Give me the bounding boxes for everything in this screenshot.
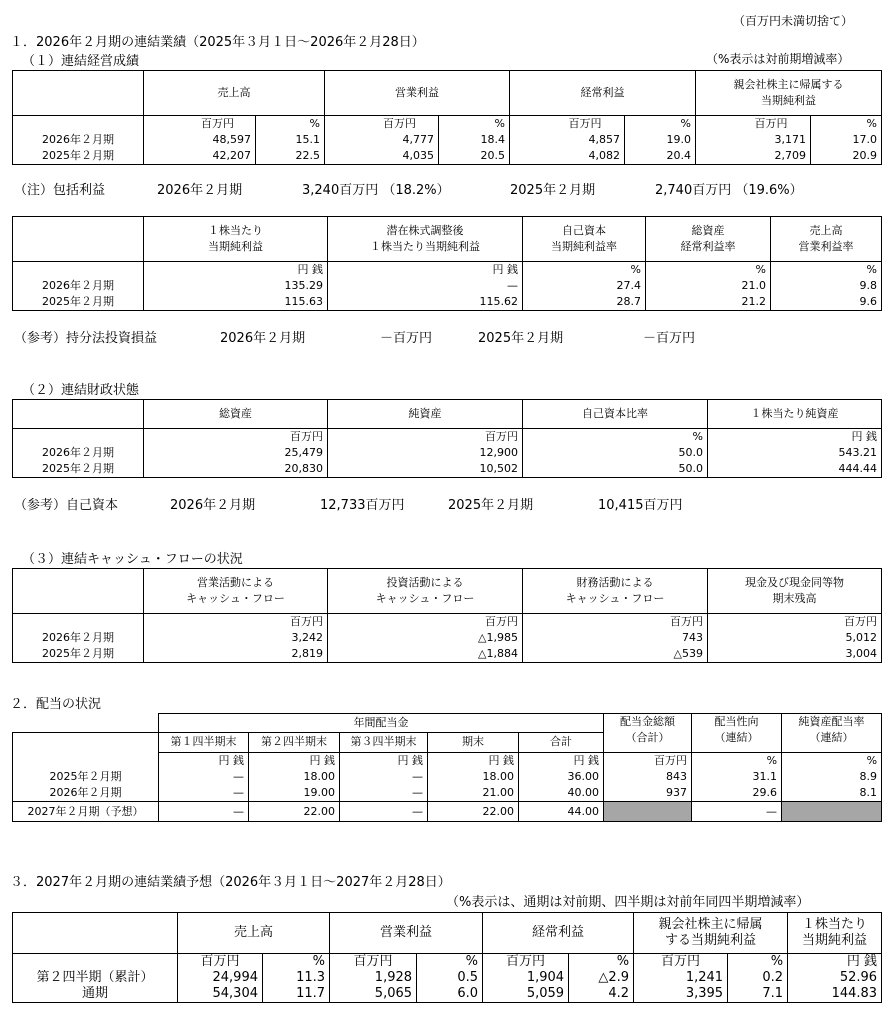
value-cell: 19.0 (625, 132, 696, 148)
unit-cell: 百万円 (178, 954, 263, 971)
unit-cell: 百万円 (144, 429, 328, 446)
section1-1-title: （１）連結経営成績 (22, 54, 140, 69)
row-label: 2026年２月期 (13, 445, 144, 461)
row-label: 2025年２月期 (13, 148, 144, 165)
value-cell: △2.9 (569, 970, 634, 986)
unit-cell: 百万円 (328, 429, 523, 446)
header-roa: 総資産 経常利益率 (646, 217, 771, 262)
value-cell: 52.96 (788, 970, 882, 986)
header-diluted-eps: 潜在株式調整後 １株当たり当期純利益 (328, 217, 523, 262)
row-label: 第２四半期（累計） (13, 970, 178, 986)
operating-results-table (12, 70, 882, 165)
value-cell: 3,004 (708, 646, 882, 663)
forecast-table (12, 912, 882, 1003)
unit-cell: 百万円 (330, 954, 417, 971)
value-cell: 3,171 (696, 132, 811, 148)
value-cell: 9.8 (771, 278, 882, 294)
value-cell: 29.6 (692, 785, 782, 802)
value-cell: 24,994 (178, 970, 263, 986)
value-cell: 12,900 (328, 445, 523, 461)
value-cell: 444.44 (708, 461, 882, 478)
unit-cell: 円 銭 (519, 753, 604, 770)
header-cash-balance: 現金及び現金同等物 期末残高 (708, 569, 882, 614)
value-cell: 17.0 (811, 132, 882, 148)
unit-cell: % (771, 262, 882, 279)
header-ordinary-profit: 経常利益 (510, 71, 696, 116)
value-cell: — (328, 278, 523, 294)
unit-cell: % (263, 954, 330, 971)
header-total-assets: 総資産 (144, 400, 328, 429)
unit-cell: 円 銭 (708, 429, 882, 446)
value-cell: 19.00 (249, 785, 340, 802)
value-cell: 25,479 (144, 445, 328, 461)
header-equity-ratio: 自己資本比率 (523, 400, 708, 429)
value-cell: 22.5 (256, 148, 325, 165)
value-cell: △539 (523, 646, 708, 663)
header-annual-dividend: 年間配当金 (159, 714, 604, 733)
cash-flow-table (12, 568, 882, 663)
unit-cell: 円 銭 (428, 753, 519, 770)
value-cell: 42,207 (144, 148, 256, 165)
row-label: 2026年２月期 (13, 278, 144, 294)
unit-cell: % (625, 116, 696, 133)
value-cell: — (340, 785, 428, 802)
header-ordinary-profit: 経常利益 (483, 913, 634, 954)
value-cell: 20.5 (439, 148, 510, 165)
value-cell: 0.5 (417, 970, 483, 986)
unit-cell: % (782, 753, 882, 770)
header-bps: １株当たり純資産 (708, 400, 882, 429)
unit-cell: 円 銭 (788, 954, 882, 971)
header-q2: 第２四半期末 (249, 732, 340, 753)
value-cell: 4,777 (325, 132, 439, 148)
row-label: 2025年２月期 (13, 294, 144, 311)
section1-1-note: （%表示は対前期増減率） (706, 52, 850, 66)
value-cell: 2,819 (144, 646, 328, 663)
dividends-table (12, 713, 882, 822)
comprehensive-income-period2: 2025年２月期 (510, 183, 596, 198)
equity-method-value2: －百万円 (643, 331, 696, 346)
unit-cell: 百万円 (325, 116, 439, 133)
comprehensive-income-label: （注）包括利益 (14, 183, 106, 198)
unit-cell: 百万円 (604, 753, 692, 770)
financial-position-table (12, 399, 882, 478)
value-cell: — (340, 769, 428, 785)
value-cell: 0.2 (728, 970, 788, 986)
equity-ref-label: （参考）自己資本 (14, 498, 119, 513)
header-sales: 売上高 (178, 913, 330, 954)
value-cell: 10,502 (328, 461, 523, 478)
header-roe: 自己資本 当期純利益率 (523, 217, 646, 262)
shaded-cell (782, 802, 882, 822)
value-cell: 3,242 (144, 630, 328, 646)
value-cell: — (692, 802, 782, 822)
value-cell: — (159, 785, 249, 802)
equity-method-period1: 2026年２月期 (220, 331, 306, 346)
value-cell: 36.00 (519, 769, 604, 785)
value-cell: 54,304 (178, 986, 263, 1003)
unit-cell: % (811, 116, 882, 133)
header-sales: 売上高 (144, 71, 325, 116)
value-cell: 21.2 (646, 294, 771, 311)
unit-cell: 円 銭 (328, 262, 523, 279)
row-label: 2025年２月期 (13, 646, 144, 663)
unit-cell: 百万円 (708, 614, 882, 631)
value-cell: 5,059 (483, 986, 569, 1003)
unit-cell: % (692, 753, 782, 770)
header-operating-margin: 売上高 営業利益率 (771, 217, 882, 262)
value-cell: 50.0 (523, 445, 708, 461)
value-cell: 15.1 (256, 132, 325, 148)
section1-3-title: （３）連結キャッシュ・フローの状況 (22, 552, 243, 567)
value-cell: 50.0 (523, 461, 708, 478)
header-eps: １株当たり 当期純利益 (788, 913, 882, 954)
shaded-cell (604, 802, 692, 822)
value-cell: — (159, 769, 249, 785)
value-cell: 3,395 (634, 986, 728, 1003)
value-cell: 743 (523, 630, 708, 646)
header-eps: １株当たり 当期純利益 (144, 217, 328, 262)
unit-cell: % (523, 262, 646, 279)
section1-title: １．2026年２月期の連結業績（2025年３月１日～2026年２月28日） (10, 35, 425, 50)
header-doe: 純資産配当率 （連結） (782, 714, 882, 753)
header-net-income: 親会社株主に帰属 する当期純利益 (634, 913, 788, 954)
value-cell: 2,709 (696, 148, 811, 165)
header-q1: 第１四半期末 (159, 732, 249, 753)
header-investing-cf: 投資活動による キャッシュ・フロー (328, 569, 523, 614)
value-cell: 20.9 (811, 148, 882, 165)
value-cell: 8.1 (782, 785, 882, 802)
value-cell: 27.4 (523, 278, 646, 294)
value-cell: 18.4 (439, 132, 510, 148)
unit-cell: % (256, 116, 325, 133)
value-cell: 4,082 (510, 148, 625, 165)
value-cell: 28.7 (523, 294, 646, 311)
unit-cell: 百万円 (483, 954, 569, 971)
comprehensive-income-value2: 2,740百万円 （19.6%） (655, 183, 803, 198)
unit-cell: % (646, 262, 771, 279)
header-operating-profit: 営業利益 (325, 71, 510, 116)
value-cell: — (340, 802, 428, 822)
unit-cell: % (569, 954, 634, 971)
equity-ref-value1: 12,733百万円 (320, 498, 405, 513)
value-cell: 115.63 (144, 294, 328, 311)
unit-cell: % (439, 116, 510, 133)
value-cell: 20.4 (625, 148, 696, 165)
value-cell: 8.9 (782, 769, 882, 785)
value-cell: 20,830 (144, 461, 328, 478)
header-total: 合計 (519, 732, 604, 753)
value-cell: 4.2 (569, 986, 634, 1003)
unit-cell: 百万円 (696, 116, 811, 133)
unit-cell: % (417, 954, 483, 971)
unit-cell: 円 銭 (159, 753, 249, 770)
value-cell: 1,904 (483, 970, 569, 986)
value-cell: 115.62 (328, 294, 523, 311)
header-q3: 第３四半期末 (340, 732, 428, 753)
value-cell: 31.1 (692, 769, 782, 785)
header-financing-cf: 財務活動による キャッシュ・フロー (523, 569, 708, 614)
row-label: 2025年２月期 (13, 769, 159, 785)
equity-ref-period2: 2025年２月期 (448, 498, 534, 513)
row-label: 2026年２月期 (13, 630, 144, 646)
value-cell: 843 (604, 769, 692, 785)
header-payout-ratio: 配当性向 （連結） (692, 714, 782, 753)
value-cell: 22.00 (428, 802, 519, 822)
row-label: 2026年２月期 (13, 785, 159, 802)
value-cell: 44.00 (519, 802, 604, 822)
unit-cell: 円 銭 (340, 753, 428, 770)
section2-title: ２．配当の状況 (10, 697, 102, 712)
unit-cell: 円 銭 (249, 753, 340, 770)
value-cell: 4,035 (325, 148, 439, 165)
header-operating-profit: 営業利益 (330, 913, 483, 954)
value-cell: 40.00 (519, 785, 604, 802)
value-cell: 937 (604, 785, 692, 802)
unit-cell: 円 銭 (144, 262, 328, 279)
header-total-dividend: 配当金総額 （合計） (604, 714, 692, 753)
unit-cell: 百万円 (144, 614, 328, 631)
unit-cell: 百万円 (523, 614, 708, 631)
comprehensive-income-value1: 3,240百万円 （18.2%） (302, 183, 450, 198)
value-cell: △1,884 (328, 646, 523, 663)
value-cell: 21.0 (646, 278, 771, 294)
equity-method-value1: －百万円 (380, 331, 433, 346)
equity-ref-value2: 10,415百万円 (598, 498, 683, 513)
header-net-income: 親会社株主に帰属する 当期純利益 (696, 71, 882, 116)
value-cell: 1,241 (634, 970, 728, 986)
per-share-ratios-table (12, 216, 882, 311)
section3-title: ３．2027年２月期の連結業績予想（2026年３月１日～2027年２月28日） (10, 875, 451, 890)
unit-cell: % (728, 954, 788, 971)
unit-cell: % (523, 429, 708, 446)
equity-ref-period1: 2026年２月期 (170, 498, 256, 513)
unit-cell: 百万円 (144, 116, 256, 133)
unit-cell: 百万円 (328, 614, 523, 631)
value-cell: — (159, 802, 249, 822)
section3-note: （%表示は、通期は対前期、四半期は対前年同四半期増減率） (446, 895, 810, 910)
value-cell: 5,065 (330, 986, 417, 1003)
value-cell: 5,012 (708, 630, 882, 646)
value-cell: 21.00 (428, 785, 519, 802)
equity-method-period2: 2025年２月期 (478, 331, 564, 346)
value-cell: 22.00 (249, 802, 340, 822)
value-cell: 135.29 (144, 278, 328, 294)
value-cell: 11.7 (263, 986, 330, 1003)
row-label-forecast: 2027年２月期（予想） (13, 802, 159, 822)
header-year-end: 期末 (428, 732, 519, 753)
unit-cell: 百万円 (510, 116, 625, 133)
row-label: 2025年２月期 (13, 461, 144, 478)
unit-cell: 百万円 (634, 954, 728, 971)
row-label: 通期 (13, 986, 178, 1003)
value-cell: 7.1 (728, 986, 788, 1003)
section1-2-title: （２）連結財政状態 (22, 383, 140, 398)
header-operating-cf: 営業活動による キャッシュ・フロー (144, 569, 328, 614)
value-cell: △1,985 (328, 630, 523, 646)
value-cell: 1,928 (330, 970, 417, 986)
value-cell: 144.83 (788, 986, 882, 1003)
unit-note: （百万円未満切捨て） (733, 14, 854, 28)
value-cell: 18.00 (249, 769, 340, 785)
value-cell: 543.21 (708, 445, 882, 461)
comprehensive-income-period1: 2026年２月期 (157, 183, 243, 198)
equity-method-label: （参考）持分法投資損益 (14, 331, 158, 346)
value-cell: 18.00 (428, 769, 519, 785)
value-cell: 9.6 (771, 294, 882, 311)
value-cell: 48,597 (144, 132, 256, 148)
header-net-assets: 純資産 (328, 400, 523, 429)
value-cell: 4,857 (510, 132, 625, 148)
value-cell: 6.0 (417, 986, 483, 1003)
value-cell: 11.3 (263, 970, 330, 986)
row-label: 2026年２月期 (13, 132, 144, 148)
